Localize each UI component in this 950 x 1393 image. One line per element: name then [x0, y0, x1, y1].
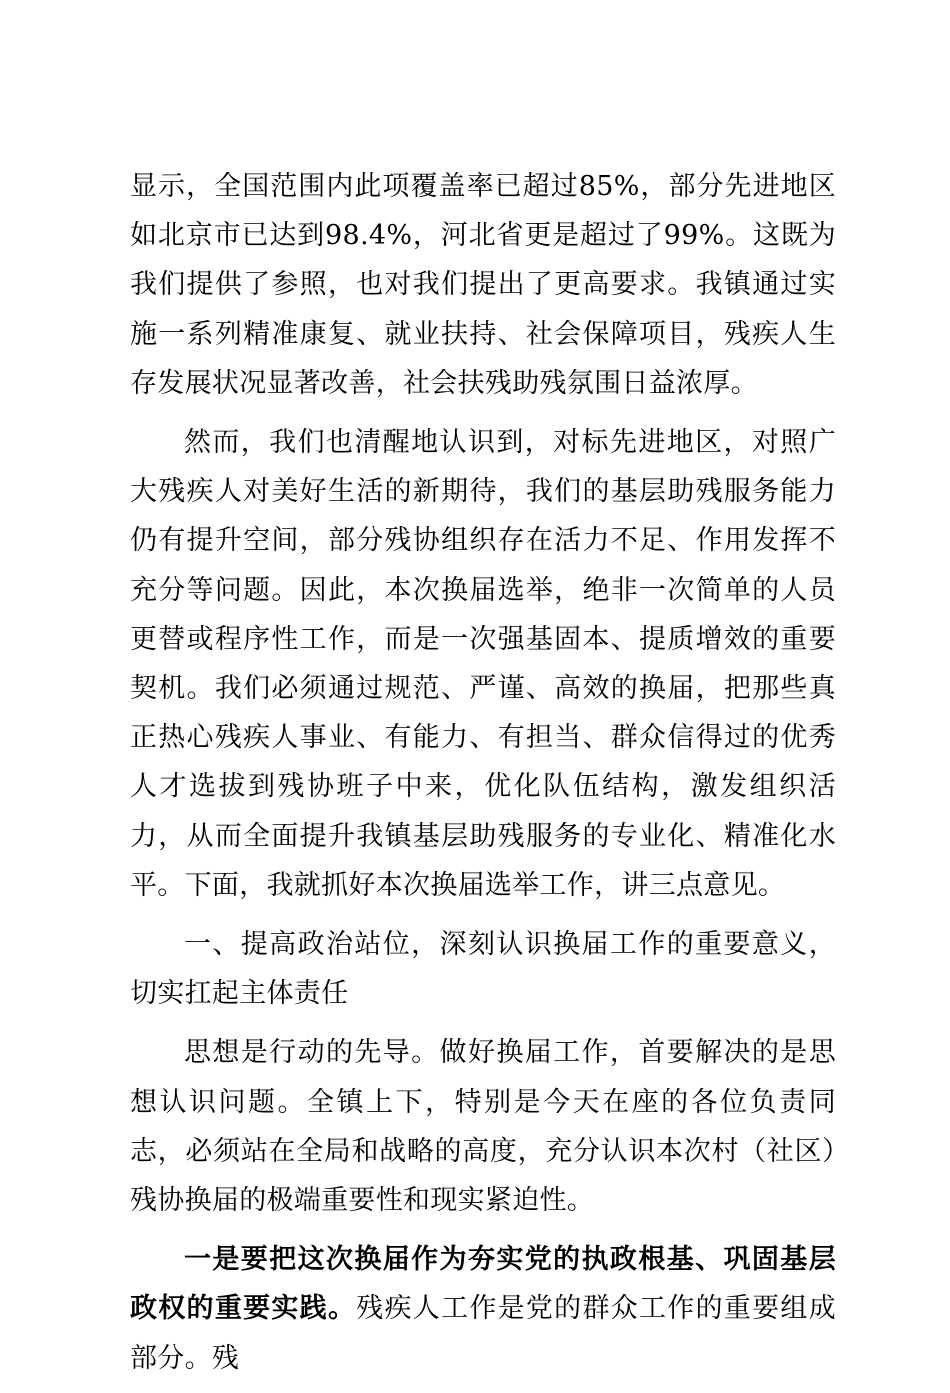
paragraph-coverage-stats: 显示，全国范围内此项覆盖率已超过85%，部分先进地区如北京市已达到98.4%，河北省更是超过了99%。这既为我们提供了参照，也对我们提出了更高要求。我镇通过实施一系列精准康复、就业扶持、社会保障项目，残疾人生存发展状况显著改善，社会扶残助残氛围日益浓厚。	[130, 171, 836, 399]
section-heading-one: 一、提高政治站位，深刻认识换届工作的重要意义，切实扛起主体责任	[130, 929, 836, 1010]
paragraph-problems-and-opportunity: 然而，我们也清醒地认识到，对标先进地区，对照广大残疾人对美好生活的新期待，我们的基层助残服务能力仍有提升空间，部分残协组织存在活力不足、作用发挥不充分等问题。因此，本次换届选举，绝非一次简单的人员更替或程序性工作，而是一次强基固本、提质增效的重要契机。我们必须通过规范、严谨、高效的换届，把那些真正热心残疾人事业、有能力、有担当、群众信得过的优秀人才选拔到残协班子中来，优化队伍结构，激发组织活力，从而全面提升我镇基层助残服务的专业化、精准化水平。下面，我就抓好本次换届选举工作，讲三点意见。	[130, 427, 836, 901]
point-one-bold-lead: 一是要把这次换届作为夯实党的执政根基、巩固基层政权的重要实践。	[130, 1244, 836, 1325]
paragraph-thinking-first: 思想是行动的先导。做好换届工作，首要解决的是思想认识问题。全镇上下，特别是今天在座的各位负责同志，必须站在全局和战略的高度，充分认识本次村（社区）残协换届的极端重要性和现实紧迫性。	[130, 1037, 836, 1217]
document-body	[130, 162, 836, 1393]
paragraph-point-one	[130, 1235, 836, 1383]
point-one-body: 残疾人工作是党的群众工作的重要组成部分。残	[130, 1293, 836, 1374]
